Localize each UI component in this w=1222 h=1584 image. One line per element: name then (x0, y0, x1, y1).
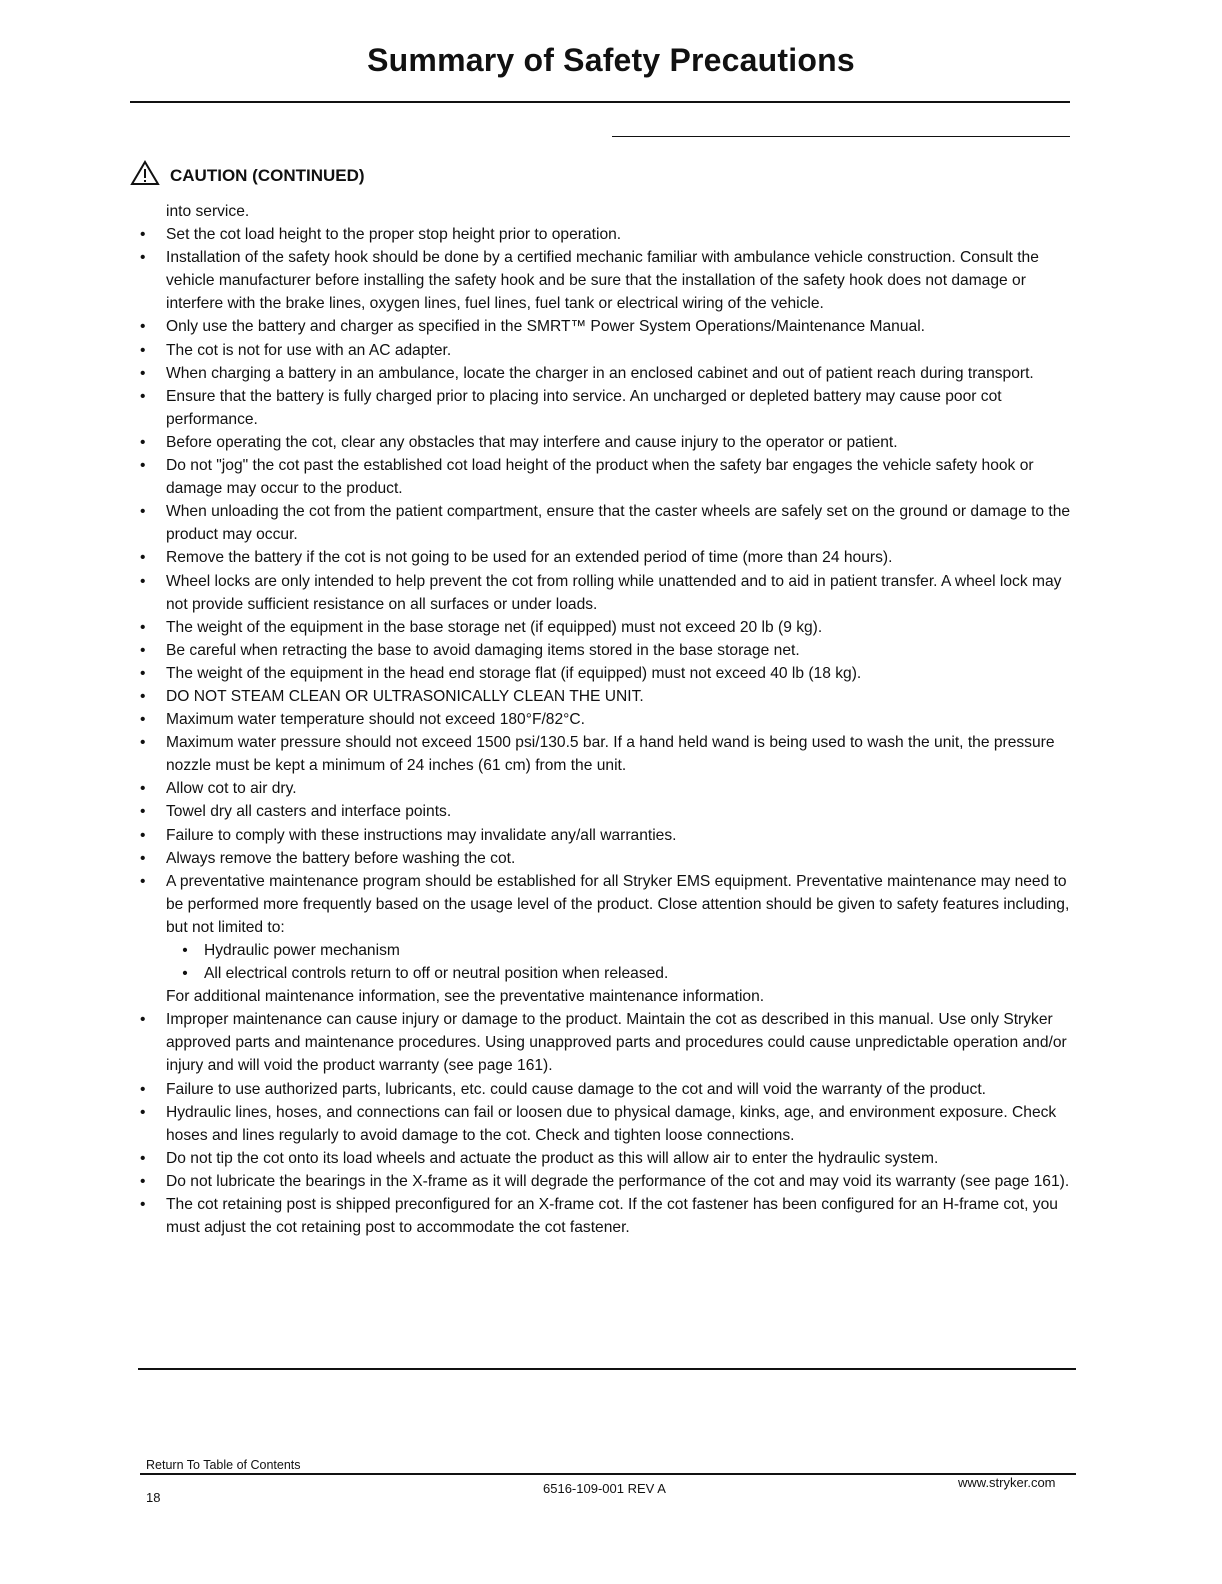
list-item: • Be careful when retracting the base to avoid damaging items stored in the base storage net. (140, 641, 800, 659)
list-item: • DO NOT STEAM CLEAN OR ULTRASONICALLY CLEAN THE UNIT. (140, 687, 644, 705)
list-item: • Set the cot load height to the proper stop height prior to operation. (140, 226, 622, 244)
list-item: • Failure to comply with these instructions may invalidate any/all warranties. (140, 826, 677, 844)
list-item: • Do not "jog" the cot past the established cot load height of the product when the safety bar engages the vehicle safety hook or damage may occur to the product. (140, 457, 1034, 498)
title-rule (130, 101, 1070, 103)
list-item: • Ensure that the battery is fully charged prior to placing into service. An uncharged or depleted battery may cause poor cot performance. (140, 387, 1002, 428)
website-url: www.stryker.com (958, 1475, 1056, 1490)
list-item: • Towel dry all casters and interface points. (140, 803, 452, 821)
sub-list-item: • All electrical controls return to off or neutral position when released. (182, 965, 669, 983)
page-number: 18 (146, 1490, 161, 1505)
list-item: • Do not tip the cot onto its load wheels and actuate the product as this will allow air to enter the hydraulic system. (140, 1149, 939, 1167)
caution-heading (130, 160, 365, 191)
list-item: • Maximum water pressure should not exceed 1500 psi/130.5 bar. If a hand held wand is being used to wash the unit, the pressure nozzle must be kept a minimum of 24 inches (61 cm) from the unit. (140, 734, 1055, 775)
list-item: • The weight of the equipment in the head end storage flat (if equipped) must not exceed 40 lb (18 kg). (140, 664, 862, 682)
list-item: • Installation of the safety hook should be done by a certified mechanic familiar with ambulance vehicle construction. Consult the vehicle manufacturer before installing the safety hook and be sure that the installation of the safety hook does not damage or interfere with the brake lines, oxygen lines, fuel lines, fuel tank or electrical wiring of the vehicle. (140, 249, 1039, 313)
caution-top-rule (612, 136, 1070, 137)
list-item: • Before operating the cot, clear any obstacles that may interfere and cause injury to the operator or patient. (140, 433, 898, 451)
list-item: • Failure to use authorized parts, lubricants, etc. could cause damage to the cot and will void the warranty of the product. (140, 1080, 986, 1098)
list-item: • Hydraulic lines, hoses, and connections can fail or loosen due to physical damage, kinks, age, and environment exposure. Check hoses and lines regularly to avoid damage to the cot. Check and tighten loose connections. (140, 1103, 1057, 1144)
list-item: • The cot is not for use with an AC adapter. (140, 341, 452, 359)
list-item: • Do not lubricate the bearings in the X-frame as it will degrade the performance of the cot and may void its warranty (see page 161). (140, 1172, 1070, 1190)
list-item: • Allow cot to air dry. (140, 780, 297, 798)
list-item: • When unloading the cot from the patient compartment, ensure that the caster wheels are safely set on the ground or damage to the product may occur. (140, 503, 1071, 544)
list-item: • Remove the battery if the cot is not going to be used for an extended period of time (more than 24 hours). (140, 549, 893, 567)
maintenance-note: For additional maintenance information, see the preventative maintenance information. (166, 988, 765, 1006)
list-item: • Only use the battery and charger as specified in the SMRT™ Power System Operations/Maintenance Manual. (140, 318, 925, 336)
list-item: • The cot retaining post is shipped preconfigured for an X-frame cot. If the cot fastener has been configured for an H-frame cot, you must adjust the cot retaining post to accommodate the cot fastener. (140, 1196, 1058, 1237)
warning-triangle-icon (130, 160, 170, 191)
sub-list-item: • Hydraulic power mechanism (182, 942, 400, 959)
list-item: • The weight of the equipment in the base storage net (if equipped) must not exceed 20 lb (9 kg). (140, 618, 823, 636)
footer-rule (140, 1473, 1076, 1475)
list-item: • Wheel locks are only intended to help prevent the cot from rolling while unattended and to aid in patient transfer. A wheel lock may not provide sufficient resistance on all surfaces or under loads. (140, 572, 1062, 613)
list-item: • Maximum water temperature should not exceed 180°F/82°C. (140, 711, 585, 729)
caution-heading-text: CAUTION (CONTINUED) (170, 165, 365, 185)
list-item: • Improper maintenance can cause injury or damage to the product. Maintain the cot as described in this manual. Use only Stryker approved parts and maintenance procedures. Using unapproved parts and procedures could cause unpredictable operation and/or injury and will void the product warranty (see page 161). (140, 1011, 1067, 1075)
return-to-toc-link[interactable]: Return To Table of Contents (146, 1458, 301, 1472)
caution-body (140, 200, 1080, 1239)
list-item: • A preventative maintenance program should be established for all Stryker EMS equipment. Preventative maintenance may need to be performed more frequently based on the usage level of the product. Close attention should be given to safety features including, but not limited to: (140, 872, 1070, 936)
list-item: • When charging a battery in an ambulance, locate the charger in an enclosed cabinet and out of patient reach during transport. (140, 364, 1034, 382)
document-number: 6516-109-001 REV A (543, 1481, 666, 1496)
list-item: • Always remove the battery before washing the cot. (140, 849, 516, 867)
list-item: into service. (166, 203, 250, 220)
page-title: Summary of Safety Precautions (367, 42, 855, 78)
caution-bottom-rule (138, 1368, 1076, 1370)
